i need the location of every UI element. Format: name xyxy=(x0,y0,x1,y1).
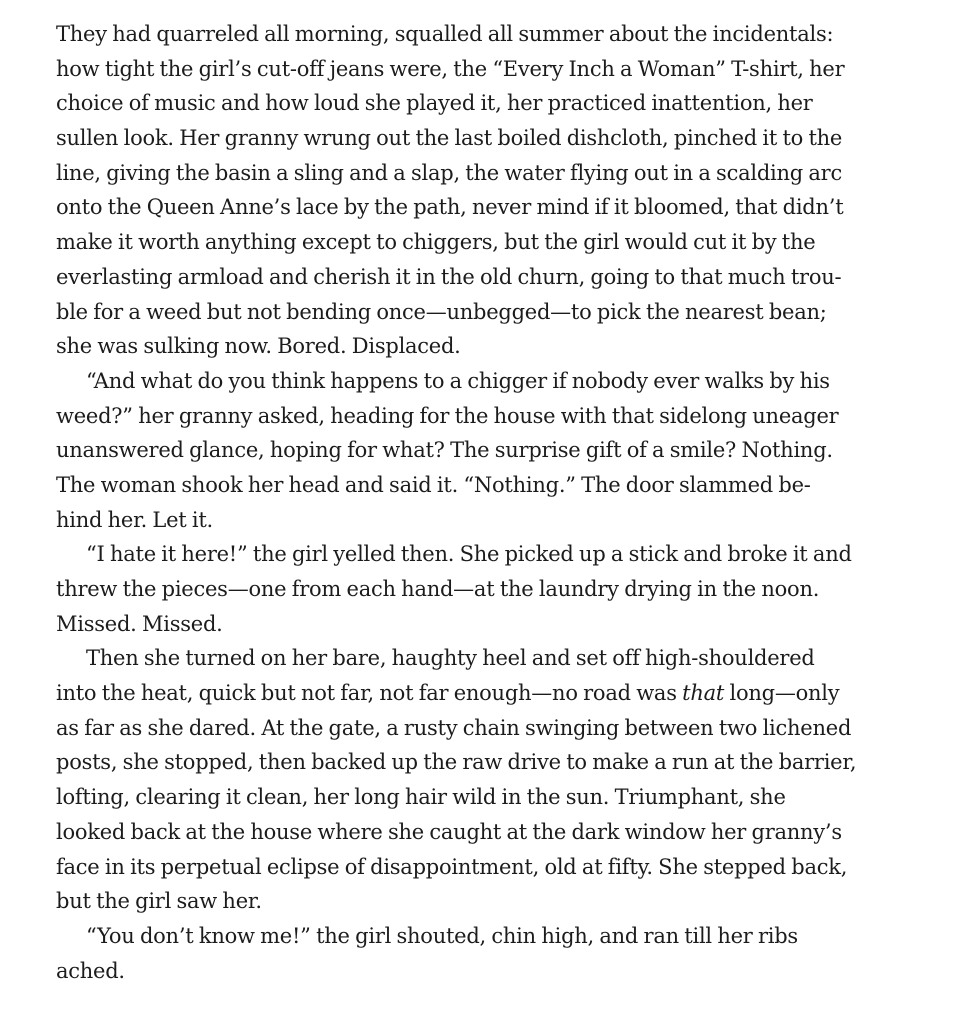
text-line: sullen look. Her granny wrung out the last boiled dishcloth, pinched it to the xyxy=(56,126,843,151)
paragraph xyxy=(56,364,946,537)
paragraph xyxy=(56,17,946,364)
text-run: into the heat, quick but not far, not far enough—no road was xyxy=(56,681,683,706)
text-line: looked back at the house where she caught at the dark window her granny’s xyxy=(56,819,842,844)
text-line: everlasting armload and cherish it in the old churn, going to that much trou- xyxy=(56,264,842,289)
text-line: “And what do you think happens to a chigger if nobody ever walks by his xyxy=(86,368,830,393)
text-line xyxy=(56,676,946,711)
text-line: “You don’t know me!” the girl shouted, chin high, and ran till her ribs xyxy=(86,923,798,948)
text-line: choice of music and how loud she played it, her practiced inattention, her xyxy=(56,91,813,116)
text-line: she was sulking now. Bored. Displaced. xyxy=(56,334,461,359)
italic-emphasis: that xyxy=(682,681,725,706)
paragraph xyxy=(56,537,946,641)
text-line: face in its perpetual eclipse of disappointment, old at fifty. She stepped back, xyxy=(56,854,848,879)
text-line: They had quarreled all morning, squalled all summer about the incidentals: xyxy=(56,22,834,46)
text-line: “I hate it here!” the girl yelled then. She picked up a stick and broke it and xyxy=(86,542,852,567)
text-line: threw the pieces—one from each hand—at the laundry drying in the noon. xyxy=(56,577,820,601)
paragraph xyxy=(56,641,946,919)
text-line: Then she turned on her bare, haughty heel and set off high-shouldered xyxy=(86,646,815,671)
text-line: Missed. Missed. xyxy=(56,611,223,636)
text-line: weed?” her granny asked, heading for the house with that sidelong uneager xyxy=(56,403,839,428)
text-line: ble for a weed but not bending once—unbegged—to pick the nearest bean; xyxy=(56,299,827,324)
paragraph xyxy=(56,919,946,988)
text-line: hind her. Let it. xyxy=(56,507,213,532)
text-line: onto the Queen Anne’s lace by the path, never mind if it bloomed, that didn’t xyxy=(56,195,844,220)
text-line: lofting, clearing it clean, her long hair wild in the sun. Triumphant, she xyxy=(56,785,786,810)
text-line: make it worth anything except to chiggers, but the girl would cut it by the xyxy=(56,230,816,255)
text-line: but the girl saw her. xyxy=(56,889,262,914)
text-line: line, giving the basin a sling and a slap, the water flying out in a scalding arc xyxy=(56,160,842,185)
text-line: The woman shook her head and said it. “Nothing.” The door slammed be- xyxy=(56,472,811,497)
text-line: unanswered glance, hoping for what? The surprise gift of a smile? Nothing. xyxy=(56,438,833,463)
text-line: how tight the girl’s cut-off jeans were, the “Every Inch a Woman” T-shirt, her xyxy=(56,56,845,81)
text-line: as far as she dared. At the gate, a rusty chain swinging between two lichened xyxy=(56,715,852,740)
text-line: ached. xyxy=(56,958,125,983)
text-line: posts, she stopped, then backed up the raw drive to make a run at the barrier, xyxy=(56,750,857,775)
story-text xyxy=(56,17,946,988)
text-run: long—only xyxy=(724,681,840,706)
